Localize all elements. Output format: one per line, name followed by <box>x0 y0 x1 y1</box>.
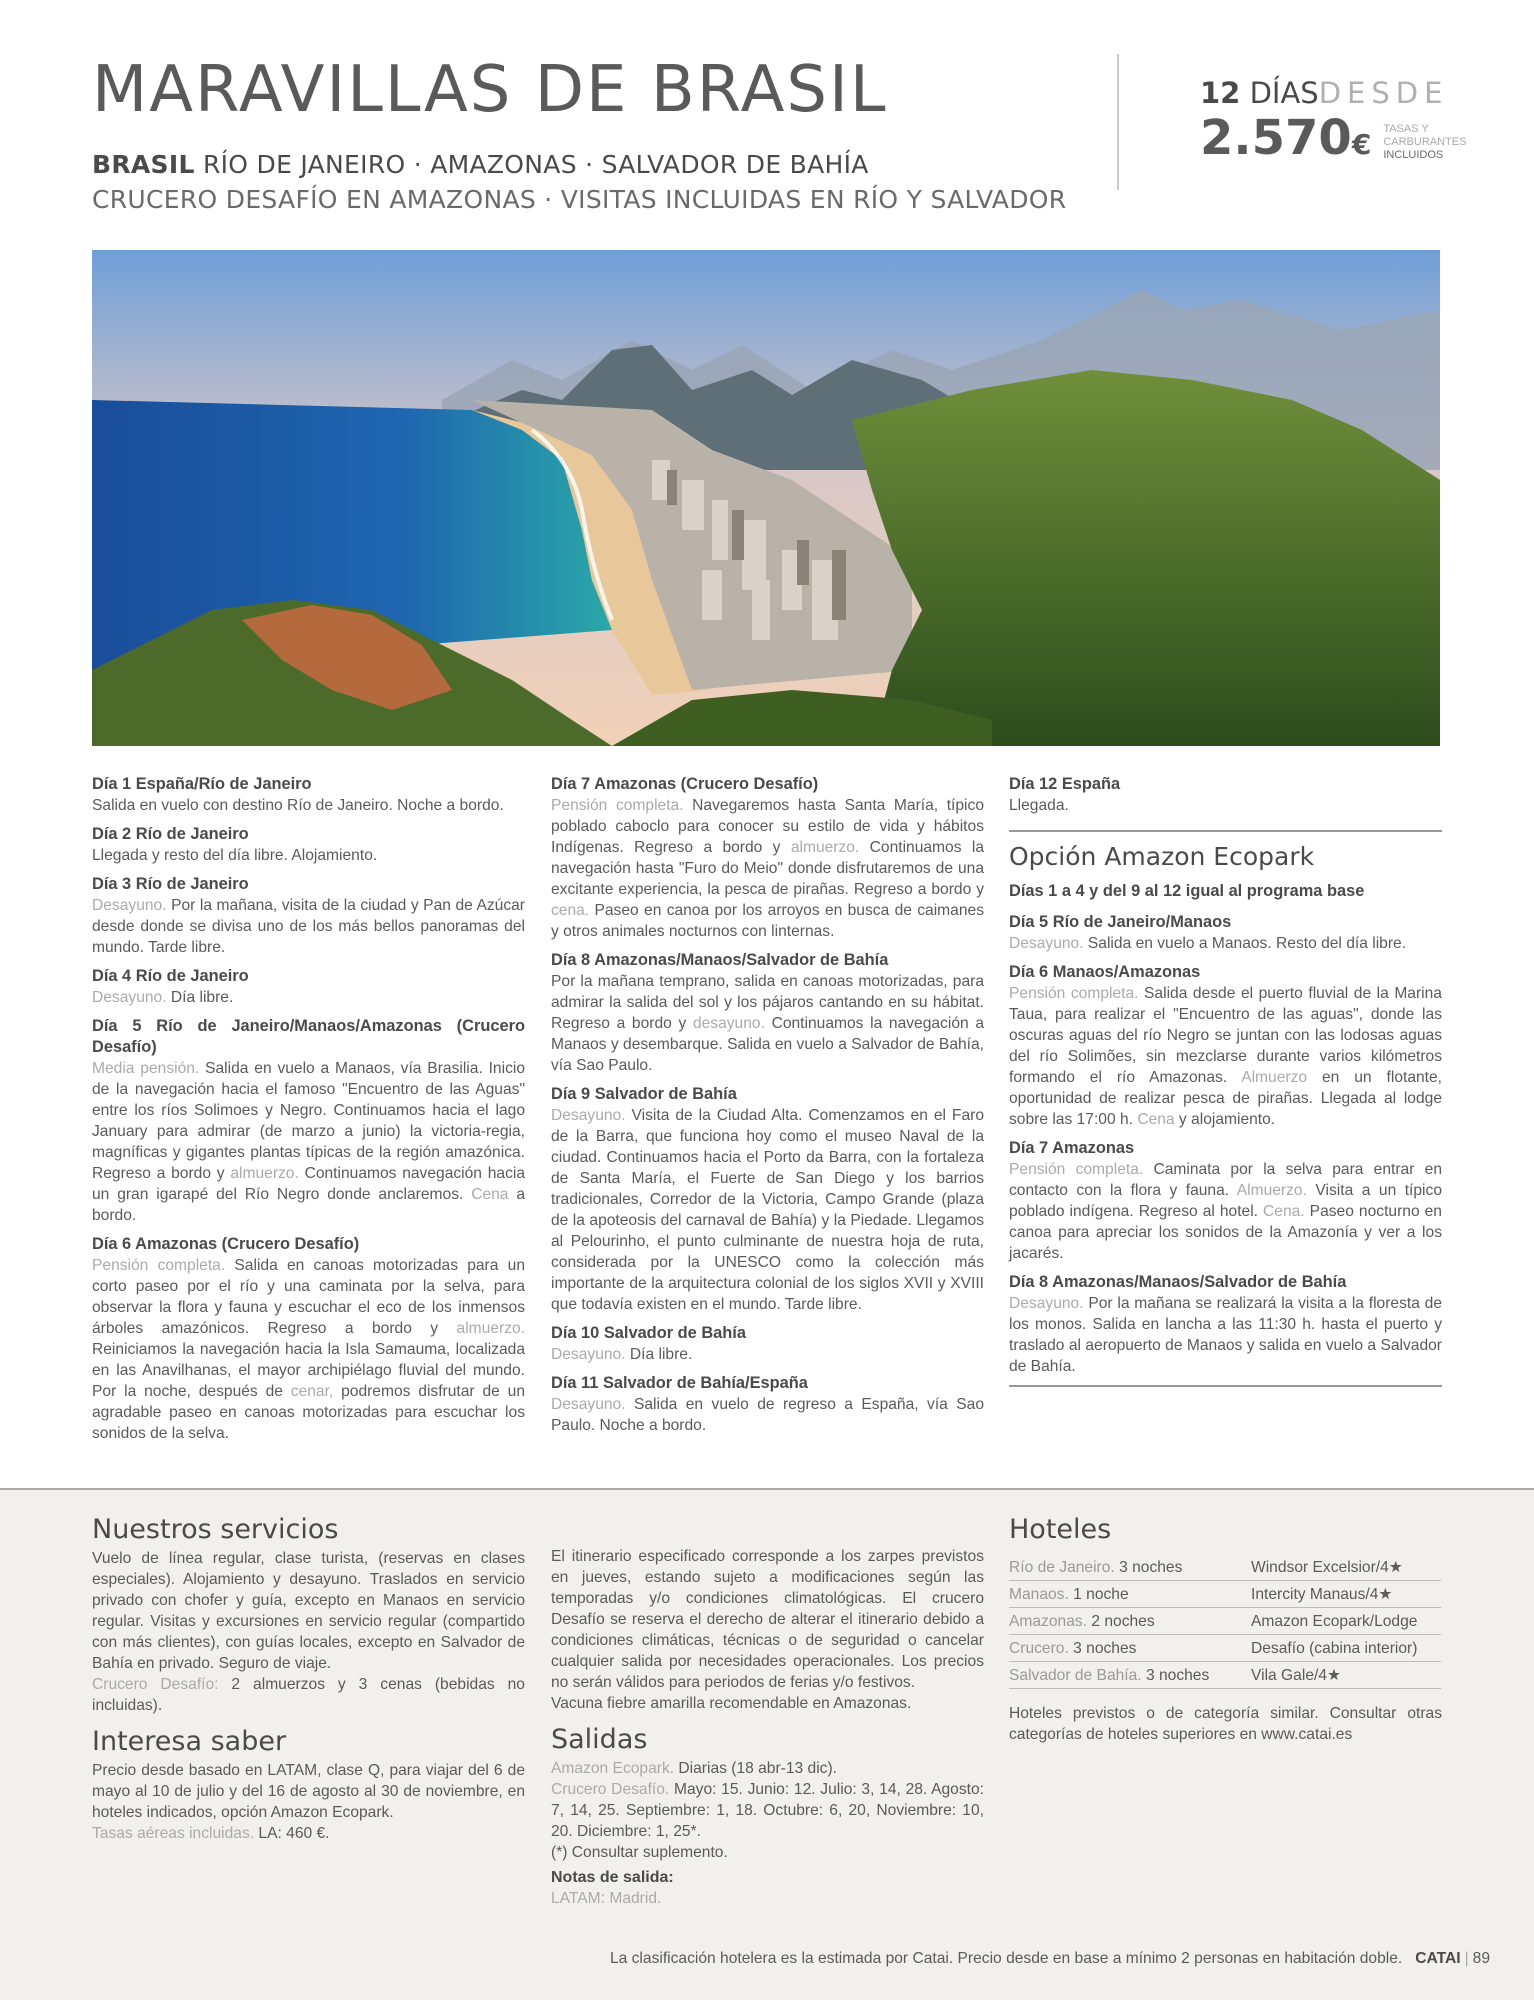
cruise-label: Crucero Desafío: <box>92 1676 219 1693</box>
destinations-label: RÍO DE JANEIRO · AMAZONAS · SALVADOR DE BAHÍA <box>202 150 869 179</box>
footer-separator: | <box>1464 1950 1469 1967</box>
hotel-name: Windsor Excelsior/4★ <box>1251 1558 1403 1576</box>
itinerary-col-1 <box>92 774 525 1452</box>
itinerary-day <box>551 950 984 1076</box>
day-text: en un flotante, oportunidad de realizar pesca de pirañas. Llegada al lodge sobre las 17:00 h. <box>1009 1069 1443 1128</box>
hotels-note: Hoteles previstos o de categoría similar. Consultar otras categorías de hoteles superiores en www.catai.es <box>1009 1705 1442 1743</box>
day-title: Día 1 España/Río de Janeiro <box>92 775 312 793</box>
day-text: y alojamiento. <box>1174 1111 1276 1128</box>
day-title: Día 6 Manaos/Amazonas <box>1009 963 1201 981</box>
brand-logo: CATAI <box>1415 1950 1461 1967</box>
day-text: Salida en vuelo a Manaos, vía Brasilia. Inicio de la navegación hacia el famoso "Encuentro de las Aguas" entre los ríos Solimoes y Negro. Continuamos hacia el lago January para admirar (de marzo a junio) la victoria-regia, magníficas y gigantes plantas típicas de la región amazónica. Regreso a bordo y <box>92 1060 526 1182</box>
hero-photo-rio <box>92 250 1440 746</box>
hotel-name: Amazon Ecopark/Lodge <box>1251 1612 1418 1630</box>
meal-label: Desayuno. <box>551 1396 626 1413</box>
services-body: Vuelo de línea regular, clase turista, (reservas en clases especiales). Alojamiento y desayuno. Traslados en servicio privado con chofer y guía, excepto en Manaos en servicio regular. Visitas y excursiones en servicio regular (compartido con más clientes), con guías locales, excepto en Salvador de Bahía en privado. Seguro de viaje. <box>92 1550 525 1672</box>
itinerary-day <box>551 1084 984 1315</box>
meal-label: Desayuno. <box>551 1346 626 1363</box>
meal-label: almuerzo. <box>230 1165 299 1182</box>
day-text: Visita de la Ciudad Alta. Comenzamos en el Faro de la Barra, que funciona hoy como el museo Naval de la ciudad. Continuamos hacia el Porto da Barra, con la fortaleza de Santa María, el Fuerte de San Diego y los barrios tradicionales, Corredor de la Victoria, Campo Grande (plaza de la apoteosis del carnaval de Bahía) y la Piedade. Llegamos al Pelourinho, el punto culminante de nuestra hoja de ruta, considerada por la UNESCO como la colección más importante de la arquitectura colonial de los siglos XVII y XVIII que todavía existen en el mundo. Tarde libre. <box>551 1107 984 1313</box>
meal-label: Desayuno. <box>1009 935 1084 952</box>
hotels-table <box>1009 1554 1441 1689</box>
price-note-line: CARBURANTES <box>1383 136 1467 148</box>
price-note-line: INCLUIDOS <box>1383 149 1444 161</box>
meal-label: Desayuno. <box>551 1107 626 1124</box>
day-title: Día 8 Amazonas/Manaos/Salvador de Bahía <box>551 951 889 969</box>
hotels-title: Hoteles <box>1009 1514 1112 1545</box>
day-title: Día 10 Salvador de Bahía <box>551 1324 746 1342</box>
day-text: Por la mañana, visita de la ciudad y Pan de Azúcar desde donde se divisa uno de los más bellos panoramas del mundo. Tarde libre. <box>92 897 525 956</box>
day-title: Día 11 Salvador de Bahía/España <box>551 1374 808 1392</box>
itinerary-day <box>1009 774 1442 816</box>
day-title: Día 4 Río de Janeiro <box>92 967 249 985</box>
trip-subtitle: CRUCERO DESAFÍO EN AMAZONAS · VISITAS INCLUIDAS EN RÍO Y SALVADOR <box>92 185 1067 214</box>
destinations-line <box>92 150 1092 179</box>
taxes-label: Tasas aéreas incluidas. <box>92 1825 255 1842</box>
meal-label: almuerzo. <box>456 1320 525 1337</box>
itinerary-day <box>551 774 984 942</box>
day-title: Día 9 Salvador de Bahía <box>551 1085 737 1103</box>
meal-label: Pensión completa. <box>551 797 684 814</box>
country-label: BRASIL <box>92 150 195 179</box>
day-title: Día 6 Amazonas (Crucero Desafío) <box>92 1235 360 1253</box>
day-text: Día libre. <box>625 1346 693 1363</box>
day-text: Por la mañana temprano, salida en canoas motorizadas, para admirar la salida del sol y los pájaros cantando en su hábitat. Regreso a bordo y <box>551 973 984 1032</box>
footer <box>610 1950 1490 1968</box>
hotel-city: Amazonas. <box>1009 1612 1088 1630</box>
taxes-text: LA: 460 €. <box>254 1825 330 1842</box>
hotel-row <box>1009 1581 1441 1608</box>
ecopark-day <box>1009 1272 1442 1377</box>
hotel-location <box>1009 1638 1136 1659</box>
day-body <box>551 1105 984 1315</box>
day-title: Día 7 Amazonas <box>1009 1139 1135 1157</box>
departures-ecopark <box>551 1758 984 1779</box>
meal-label: Cena <box>1137 1111 1175 1128</box>
hotel-name: Vila Gale/4★ <box>1251 1666 1341 1684</box>
itinerary-col-2 <box>551 774 984 1444</box>
meal-label: Almuerzo. <box>1236 1182 1307 1199</box>
day-body <box>551 1394 984 1436</box>
hotel-city: Río de Janeiro. <box>1009 1558 1115 1576</box>
hotel-location <box>1009 1557 1182 1578</box>
day-title: Día 7 Amazonas (Crucero Desafío) <box>551 775 819 793</box>
hotel-location <box>1009 1665 1209 1686</box>
day-text: Día libre. <box>166 989 234 1006</box>
day-text: Por la mañana se realizará la visita a la floresta de los monos. Salida en lancha a las 11:30 h. hasta el puerto y traslado al aeropuerto de Manaos y salida en vuelo a Salvador de Bahía. <box>1009 1295 1442 1375</box>
info-body: Precio desde basado en LATAM, clase Q, para viajar del 6 de mayo al 10 de julio y del 16 de agosto al 30 de noviembre, en hoteles indicados, opción Amazon Ecopark. <box>92 1762 525 1821</box>
day-text: Paseo en canoa por los arroyos en busca de caimanes y otros animales nocturnos con linternas. <box>551 902 984 940</box>
departures-title: Salidas <box>551 1724 648 1755</box>
vaccine-note: Vacuna fiebre amarilla recomendable en Amazonas. <box>551 1695 912 1712</box>
price-note <box>1383 123 1466 162</box>
meal-label: Pensión completa. <box>1009 1161 1144 1178</box>
meal-label: desayuno. <box>692 1015 765 1032</box>
departure-notes-title: Notas de salida: <box>551 1869 674 1886</box>
hotel-nights: 1 noche <box>1073 1585 1129 1603</box>
day-body: Llegada y resto del día libre. Alojamiento. <box>92 847 378 864</box>
hotel-nights: 3 noches <box>1073 1639 1137 1657</box>
meal-label: Desayuno. <box>92 989 167 1006</box>
meal-label: Cena <box>471 1186 509 1203</box>
ecopark-title: Opción Amazon Ecopark <box>1009 842 1315 871</box>
price-amount <box>1200 110 1372 166</box>
ecopark-day <box>1009 912 1442 954</box>
day-body <box>92 1255 525 1444</box>
itinerary-day <box>92 1234 525 1444</box>
supplement-note: (*) Consultar suplemento. <box>551 1844 728 1861</box>
hotel-location <box>1009 1611 1155 1632</box>
hotel-name: Desafío (cabina interior) <box>1251 1639 1418 1657</box>
hotel-nights: 3 noches <box>1119 1558 1183 1576</box>
itinerary-col-3 <box>1009 774 1442 1387</box>
info-panel <box>0 1488 1534 2000</box>
day-body <box>551 1344 984 1365</box>
itinerary-day <box>92 1016 525 1226</box>
ecopark-label: Amazon Ecopark. <box>551 1760 675 1777</box>
day-title: Día 5 Río de Janeiro/Manaos/Amazonas (Crucero Desafío) <box>92 1017 525 1056</box>
cruise-text: 2 almuerzos y 3 cenas (bebidas no incluidas). <box>92 1676 525 1714</box>
hotel-city: Manaos. <box>1009 1585 1069 1603</box>
day-text: Navegaremos hasta Santa María, típico poblado caboclo para conocer su estilo de vida y hábitos Indígenas. Regreso a bordo y <box>551 797 984 856</box>
itinerary-note: El itinerario especificado corresponde a los zarpes previstos en jueves, estando sujeto a modificaciones según las temporadas y/o condiciones climatológicas. El crucero Desafío se reserva el derecho de alterar el itinerario debido a condiciones climáticas, técnicas o de seguridad o cancelar cualquier salida por necesidades operacionales. Los precios no serán válidos para periodos de ferias y/o festivos. <box>551 1548 984 1691</box>
day-title: Día 5 Río de Janeiro/Manaos <box>1009 913 1232 931</box>
hotel-row <box>1009 1635 1441 1662</box>
day-title: Día 12 España <box>1009 775 1121 793</box>
info-title: Interesa saber <box>92 1726 287 1757</box>
days-count: 12 <box>1200 76 1241 110</box>
day-body <box>1009 1159 1442 1264</box>
header <box>92 53 1092 214</box>
ecopark-text: Diarias (18 abr-13 dic). <box>674 1760 838 1777</box>
day-text: podremos disfrutar de un agradable paseo en canoas motorizadas para escuchar los sonidos de la selva. <box>92 1383 525 1442</box>
meal-label: Desayuno. <box>92 897 167 914</box>
price-row <box>1200 110 1520 166</box>
days-label: DÍAS <box>1249 76 1319 110</box>
page-number: 89 <box>1472 1950 1490 1967</box>
day-title: Día 3 Río de Janeiro <box>92 875 249 893</box>
day-body <box>92 895 525 958</box>
info-col-3 <box>1009 1514 1442 1745</box>
hotel-row <box>1009 1662 1441 1689</box>
day-body <box>551 971 984 1076</box>
meal-label: almuerzo. <box>790 839 860 856</box>
day-body <box>551 795 984 942</box>
info-col-1 <box>92 1514 525 1844</box>
itinerary-day <box>92 966 525 1008</box>
hotel-name: Intercity Manaus/4★ <box>1251 1585 1393 1603</box>
day-text: Visita a un típico poblado indígena. Regreso al hotel. <box>1009 1182 1442 1220</box>
price-note-line: TASAS Y <box>1383 123 1429 135</box>
departures-cruise <box>551 1779 984 1842</box>
footer-text: La clasificación hotelera es la estimada por Catai. Precio desde en base a mínimo 2 personas en habitación doble. <box>609 1950 1403 1967</box>
price-box <box>1200 76 1520 166</box>
meal-label: Cena. <box>1263 1203 1305 1220</box>
itinerary-day <box>551 1323 984 1365</box>
hotel-location <box>1009 1584 1129 1605</box>
day-text: Reiniciamos la navegación hacia la Isla Samauma, localizada en las Anavilhanas, el mayor archipiélago fluvial del mundo. Por la noche, después de <box>92 1341 525 1400</box>
day-body: Llegada. <box>1009 797 1069 814</box>
meal-label: Pensión completa. <box>1009 985 1139 1002</box>
hotel-city: Crucero. <box>1009 1639 1069 1657</box>
day-body <box>1009 1293 1442 1377</box>
day-text: Continuamos la navegación hasta "Furo do Meio" donde disfrutaremos de una excitante experiencia, la pesca de pirañas. Regreso a bordo y <box>551 839 984 898</box>
day-text: Salida en vuelo a Manaos. Resto del día libre. <box>1083 935 1407 952</box>
itinerary-day <box>92 874 525 958</box>
ecopark-bottom-rule <box>1009 1385 1442 1387</box>
meal-label: cenar, <box>290 1383 334 1400</box>
info-taxes <box>92 1823 525 1844</box>
day-text: Continuamos navegación hacia un gran igarapé del Río Negro donde anclaremos. <box>92 1165 526 1203</box>
day-text: Salida en canoas motorizadas para un corto paseo por el río y una caminata por la selva, para observar la flora y fauna y escuchar el eco de los inmensos árboles amazónicos. Regreso a bordo y <box>92 1257 525 1337</box>
services-cruise <box>92 1674 525 1716</box>
hotel-row <box>1009 1554 1441 1581</box>
cruise-text: Mayo: 15. Junio: 12. Julio: 3, 14, 28. Agosto: 7, 14, 25. Septiembre: 1, 18. Octubre: 6, 20, Noviembre: 10, 20. Diciembre: 1, 25*. <box>551 1781 984 1840</box>
hotel-nights: 3 noches <box>1145 1666 1210 1684</box>
page-title: MARAVILLAS DE BRASIL <box>92 53 888 127</box>
day-text: a bordo. <box>92 1186 525 1224</box>
ecopark-top-rule <box>1009 830 1442 832</box>
hotel-nights: 2 noches <box>1091 1612 1155 1630</box>
day-body <box>1009 983 1442 1130</box>
hotel-row <box>1009 1608 1441 1635</box>
cruise-label: Crucero Desafío. <box>551 1781 670 1798</box>
day-body <box>92 1058 525 1226</box>
meal-label: Desayuno. <box>1009 1295 1084 1312</box>
day-text: Caminata por la selva para entrar en contacto con la flora y fauna. <box>1009 1161 1442 1199</box>
info-col-2 <box>551 1546 984 1909</box>
day-text: Salida desde el puerto fluvial de la Marina Taua, para realizar el "Encuentro de las aguas", donde las oscuras aguas del río Negro se juntan con las lodosas aguas del río Solimões, sin mezclarse durante varios kilómetros formando el río Amazonas. <box>1009 985 1442 1086</box>
desde-label: DESDE <box>1318 76 1449 110</box>
departure-notes-body: LATAM: Madrid. <box>551 1890 662 1907</box>
hotel-city: Salvador de Bahía. <box>1009 1666 1142 1684</box>
days-line <box>1200 76 1520 110</box>
day-text: Salida en vuelo de regreso a España, vía Sao Paulo. Noche a bordo. <box>551 1396 984 1434</box>
meal-label: Media pensión. <box>92 1060 200 1077</box>
meal-label: Almuerzo <box>1241 1069 1308 1086</box>
day-text: Continuamos la navegación a Manaos y desembarque. Salida en vuelo a Salvador de Bahía, vía Sao Paulo. <box>551 1015 984 1074</box>
services-title: Nuestros servicios <box>92 1514 339 1545</box>
itinerary-day <box>92 774 525 816</box>
ecopark-day <box>1009 1138 1442 1264</box>
day-title: Día 2 Río de Janeiro <box>92 825 249 843</box>
itinerary-day <box>551 1373 984 1436</box>
price-value: 2.570 <box>1200 110 1352 166</box>
meal-label: Pensión completa. <box>92 1257 226 1274</box>
ecopark-intro: Días 1 a 4 y del 9 al 12 igual al programa base <box>1009 882 1365 900</box>
itinerary-day <box>92 824 525 866</box>
day-text: Paseo nocturno en canoa para apreciar los sonidos de la Amazonía y ver a los jacarés. <box>1009 1203 1442 1262</box>
day-title: Día 8 Amazonas/Manaos/Salvador de Bahía <box>1009 1273 1347 1291</box>
ecopark-day <box>1009 962 1442 1130</box>
meal-label: cena. <box>551 902 590 919</box>
day-body: Salida en vuelo con destino Río de Janeiro. Noche a bordo. <box>92 797 504 814</box>
header-divider <box>1117 54 1119 190</box>
day-body <box>1009 933 1442 954</box>
day-body <box>92 987 525 1008</box>
price-currency: € <box>1351 128 1372 161</box>
